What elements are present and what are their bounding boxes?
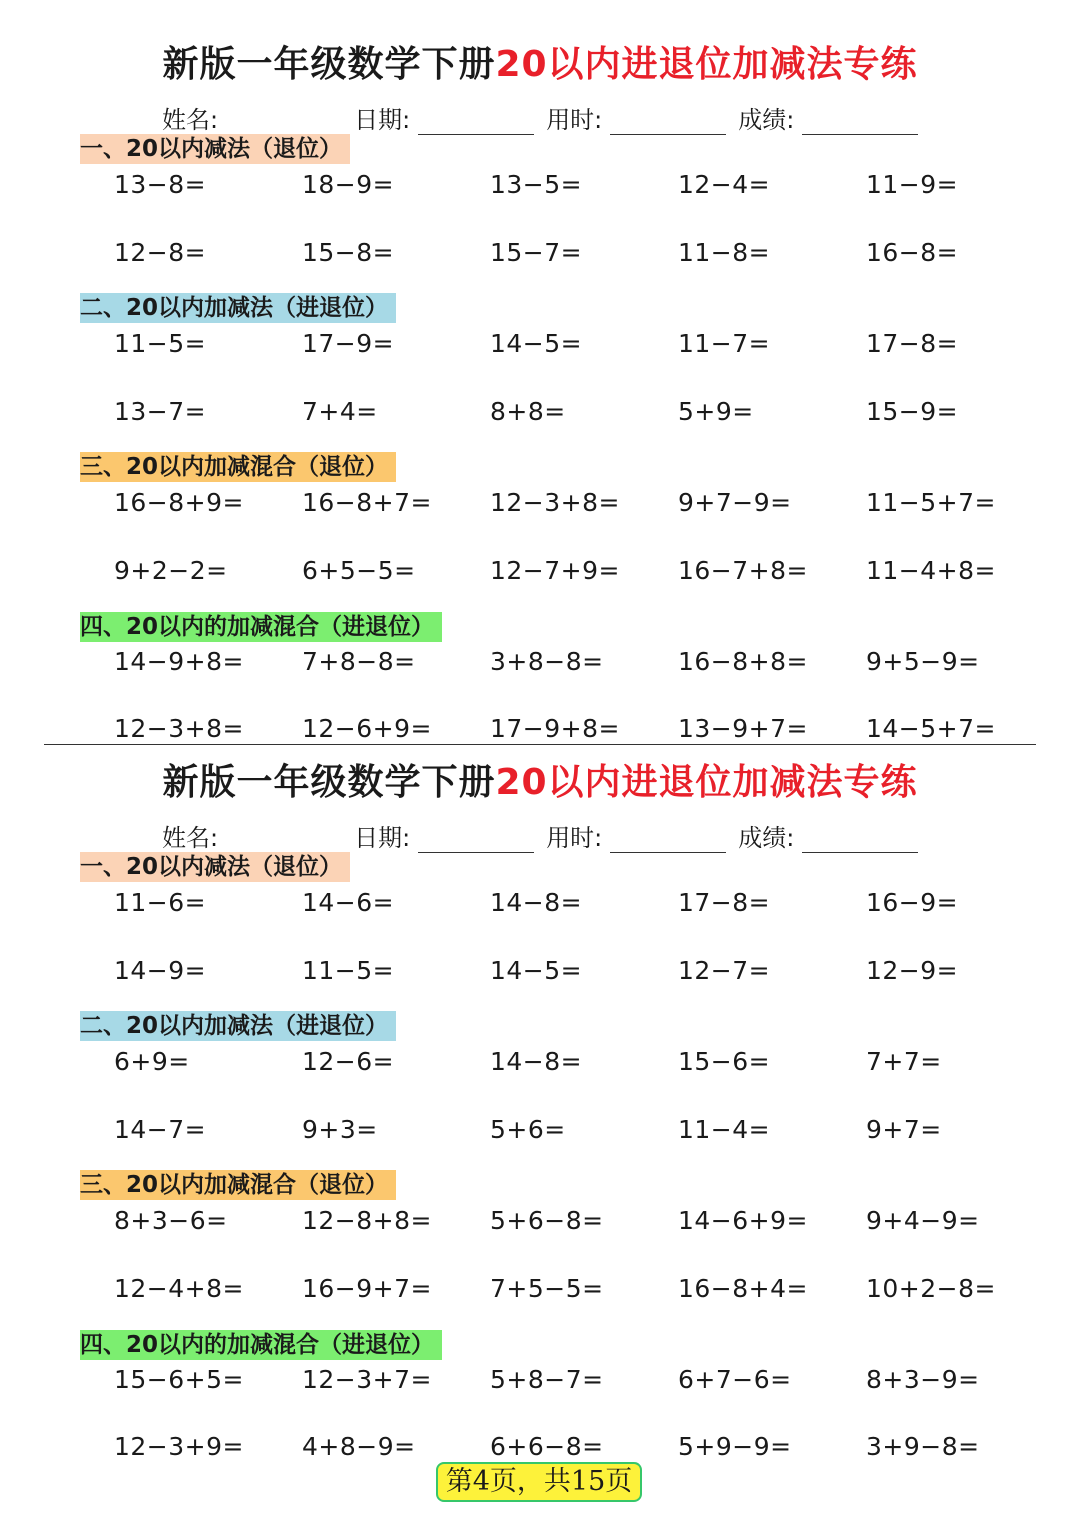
- problem: 3+8−8=: [490, 647, 604, 676]
- problem: 13−9+7=: [678, 714, 808, 743]
- problem: 11−9=: [866, 170, 959, 199]
- problem: 9+2−2=: [114, 556, 228, 585]
- problem: 6+7−6=: [678, 1365, 792, 1394]
- problem-row: [0, 1432, 1080, 1466]
- problem: 14−8=: [490, 888, 583, 917]
- problem: 14−6+9=: [678, 1206, 808, 1235]
- problem: 16−7+8=: [678, 556, 808, 585]
- problem: 11−5=: [114, 329, 207, 358]
- problem: 11−7=: [678, 329, 771, 358]
- problem: 8+3−9=: [866, 1365, 980, 1394]
- score-field[interactable]: [738, 818, 918, 853]
- problem: 16−8=: [866, 238, 959, 267]
- problem: 12−8+8=: [302, 1206, 432, 1235]
- info-line: [162, 818, 918, 853]
- problem: 14−6=: [302, 888, 395, 917]
- problem: 16−8+9=: [114, 488, 244, 517]
- problem: 12−6+9=: [302, 714, 432, 743]
- title-highlight: 20以内进退位加减法专练: [495, 44, 918, 85]
- section-heading: 二、20以内加减法（进退位）: [80, 293, 396, 323]
- problem: 12−4=: [678, 170, 771, 199]
- score-label: 成绩:: [738, 106, 795, 134]
- problem-row: [0, 170, 1080, 204]
- problem-row: [0, 1047, 1080, 1081]
- problem: 11−5=: [302, 956, 395, 985]
- section-heading: 四、20以内的加减混合（进退位）: [80, 612, 442, 642]
- problem: 13−7=: [114, 397, 207, 426]
- date-label: 日期:: [354, 824, 411, 852]
- problem: 6+6−8=: [490, 1432, 604, 1461]
- date-field[interactable]: [354, 818, 534, 853]
- score-blank[interactable]: [802, 830, 918, 853]
- problem: 6+9=: [114, 1047, 190, 1076]
- date-blank[interactable]: [418, 830, 534, 853]
- problem: 14−5=: [490, 329, 583, 358]
- problem-row: [0, 1115, 1080, 1149]
- time-label: 用时:: [546, 824, 603, 852]
- section-heading: 三、20以内加减混合（退位）: [80, 452, 396, 482]
- problem-row: [0, 397, 1080, 431]
- problem: 12−3+9=: [114, 1432, 244, 1461]
- problem: 16−8+4=: [678, 1274, 808, 1303]
- problem: 16−8+7=: [302, 488, 432, 517]
- name-blank[interactable]: [226, 112, 342, 135]
- problem: 5+6−8=: [490, 1206, 604, 1235]
- problem: 12−7=: [678, 956, 771, 985]
- problem: 14−5+7=: [866, 714, 996, 743]
- problem: 16−8+8=: [678, 647, 808, 676]
- score-field[interactable]: [738, 100, 918, 135]
- problem-row: [0, 888, 1080, 922]
- problem-row: [0, 1206, 1080, 1240]
- problem: 4+8−9=: [302, 1432, 416, 1461]
- problem: 6+5−5=: [302, 556, 416, 585]
- score-blank[interactable]: [802, 112, 918, 135]
- problem: 12−3+7=: [302, 1365, 432, 1394]
- problem: 3+9−8=: [866, 1432, 980, 1461]
- problem: 5+8−7=: [490, 1365, 604, 1394]
- problem: 12−6=: [302, 1047, 395, 1076]
- problem-row: [0, 647, 1080, 681]
- problem: 11−4+8=: [866, 556, 996, 585]
- section-heading: 四、20以内的加减混合（进退位）: [80, 1330, 442, 1360]
- worksheet-title: [0, 754, 1080, 805]
- time-field[interactable]: [546, 818, 726, 853]
- problem: 17−9=: [302, 329, 395, 358]
- name-label: 姓名:: [162, 824, 219, 852]
- worksheet-title: [0, 36, 1080, 87]
- problem: 16−9=: [866, 888, 959, 917]
- problem: 17−8=: [678, 888, 771, 917]
- problem-row: [0, 238, 1080, 272]
- problem: 7+8−8=: [302, 647, 416, 676]
- title-main: 新版一年级数学下册: [162, 762, 496, 803]
- problem-row: [0, 1274, 1080, 1308]
- problem-row: [0, 1365, 1080, 1399]
- problem-row: [0, 329, 1080, 363]
- time-label: 用时:: [546, 106, 603, 134]
- problem: 14−9=: [114, 956, 207, 985]
- problem: 12−8=: [114, 238, 207, 267]
- date-label: 日期:: [354, 106, 411, 134]
- problem: 12−9=: [866, 956, 959, 985]
- problem: 13−8=: [114, 170, 207, 199]
- problem-row: [0, 488, 1080, 522]
- name-field[interactable]: [162, 818, 342, 853]
- problem: 18−9=: [302, 170, 395, 199]
- section-heading: 二、20以内加减法（进退位）: [80, 1011, 396, 1041]
- problem: 11−4=: [678, 1115, 771, 1144]
- name-field[interactable]: [162, 100, 342, 135]
- problem-row: [0, 556, 1080, 590]
- score-label: 成绩:: [738, 824, 795, 852]
- section-heading: 一、20以内减法（退位）: [80, 134, 350, 164]
- problem-row: [0, 956, 1080, 990]
- problem: 10+2−8=: [866, 1274, 996, 1303]
- section-heading: 一、20以内减法（退位）: [80, 852, 350, 882]
- problem: 12−7+9=: [490, 556, 620, 585]
- time-field[interactable]: [546, 100, 726, 135]
- problem: 7+4=: [302, 397, 378, 426]
- name-label: 姓名:: [162, 106, 219, 134]
- date-field[interactable]: [354, 100, 534, 135]
- name-blank[interactable]: [226, 830, 342, 853]
- problem: 14−9+8=: [114, 647, 244, 676]
- problem: 14−5=: [490, 956, 583, 985]
- time-blank[interactable]: [610, 112, 726, 135]
- problem: 17−8=: [866, 329, 959, 358]
- problem: 14−7=: [114, 1115, 207, 1144]
- problem: 7+5−5=: [490, 1274, 604, 1303]
- problem: 17−9+8=: [490, 714, 620, 743]
- worksheet-top: [0, 20, 1080, 743]
- problem: 12−3+8=: [490, 488, 620, 517]
- problem: 8+8=: [490, 397, 566, 426]
- problem: 9+5−9=: [866, 647, 980, 676]
- problem: 5+9=: [678, 397, 754, 426]
- problem: 9+3=: [302, 1115, 378, 1144]
- date-blank[interactable]: [418, 112, 534, 135]
- problem: 9+7=: [866, 1115, 942, 1144]
- time-blank[interactable]: [610, 830, 726, 853]
- worksheet-bottom: [0, 738, 1080, 1461]
- problem: 15−6=: [678, 1047, 771, 1076]
- title-main: 新版一年级数学下册: [162, 44, 496, 85]
- problem: 11−5+7=: [866, 488, 996, 517]
- problem: 13−5=: [490, 170, 583, 199]
- problem: 7+7=: [866, 1047, 942, 1076]
- problem: 16−9+7=: [302, 1274, 432, 1303]
- problem: 11−8=: [678, 238, 771, 267]
- problem: 15−9=: [866, 397, 959, 426]
- problem: 11−6=: [114, 888, 207, 917]
- page-indicator: 第4页，共15页: [436, 1462, 642, 1502]
- problem: 9+7−9=: [678, 488, 792, 517]
- problem: 15−6+5=: [114, 1365, 244, 1394]
- problem: 5+9−9=: [678, 1432, 792, 1461]
- problem: 9+4−9=: [866, 1206, 980, 1235]
- problem: 5+6=: [490, 1115, 566, 1144]
- problem: 15−8=: [302, 238, 395, 267]
- problem: 12−4+8=: [114, 1274, 244, 1303]
- title-highlight: 20以内进退位加减法专练: [495, 762, 918, 803]
- problem: 15−7=: [490, 238, 583, 267]
- section-heading: 三、20以内加减混合（退位）: [80, 1170, 396, 1200]
- problem: 8+3−6=: [114, 1206, 228, 1235]
- info-line: [162, 100, 918, 135]
- problem: 14−8=: [490, 1047, 583, 1076]
- problem: 12−3+8=: [114, 714, 244, 743]
